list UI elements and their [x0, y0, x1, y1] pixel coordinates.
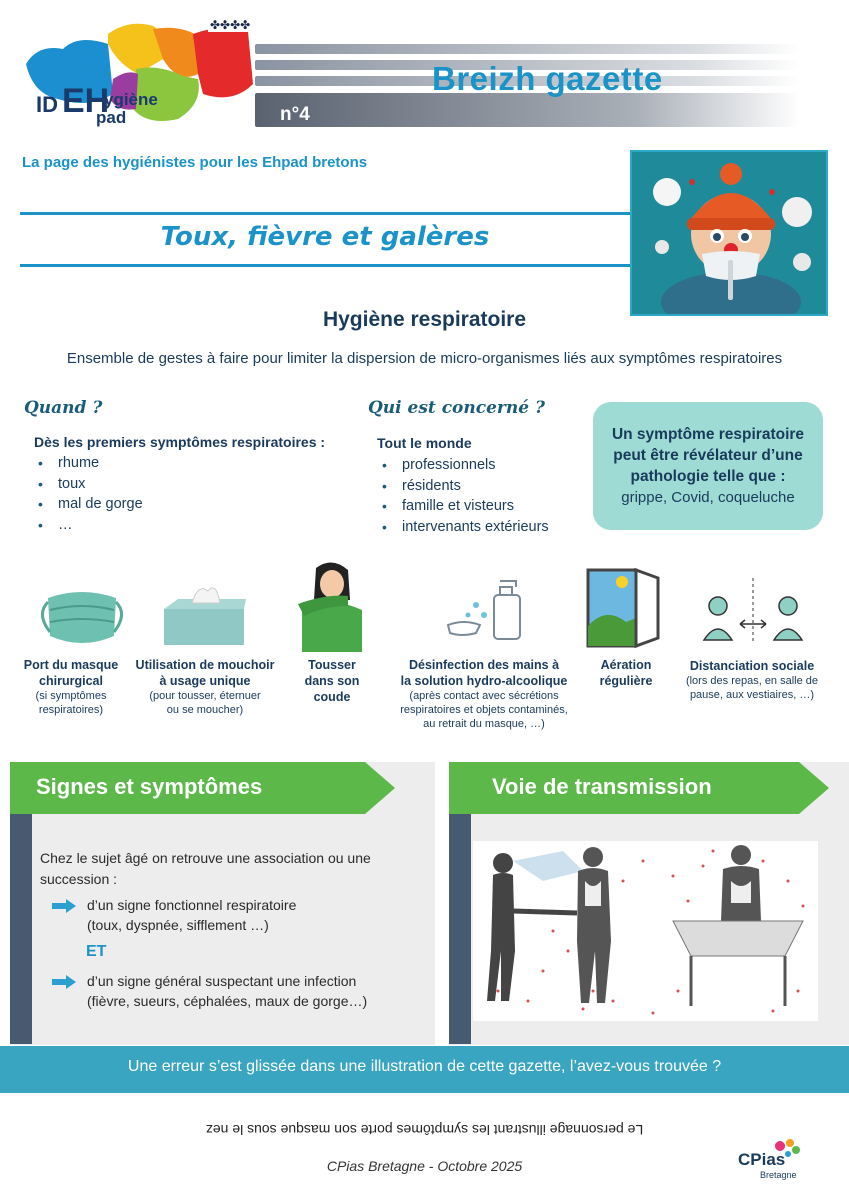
callout-line: peut être révélateur d’une: [613, 447, 803, 464]
gesture-caption-mask: [4, 657, 138, 717]
headline-rule-top: [20, 212, 630, 215]
open-window-icon: [586, 566, 664, 655]
callout-body: grippe, Covid, coqueluche: [621, 489, 795, 506]
cpias-logo-name: CPias: [738, 1150, 786, 1169]
symptom-line: d’un signe général suspectant une infection: [87, 973, 357, 989]
caption-title: dans son: [304, 674, 360, 688]
caption-title: coude: [313, 690, 351, 704]
who-lead: Tout le monde: [377, 435, 472, 451]
transmission-heading: Voie de transmission: [492, 774, 712, 799]
symptom-line: (toux, dyspnée, sifflement …): [87, 917, 269, 933]
caption-note: (lors des repas, en salle de: [685, 675, 819, 687]
idehpad-logo: [18, 14, 263, 134]
list-item: • famille et visteurs: [376, 496, 549, 517]
caption-note: (si symptômes: [35, 690, 107, 702]
gesture-caption-distancing: [672, 658, 832, 702]
cpias-logo-subtitle: Bretagne: [760, 1170, 797, 1180]
list-item: • mal de gorge: [32, 494, 143, 515]
when-list: [32, 453, 143, 535]
list-item: • toux: [32, 474, 143, 495]
when-lead: Dès les premiers symptômes respiratoires :: [34, 434, 326, 450]
arrow-right-icon: [52, 899, 76, 913]
pathology-callout: [593, 402, 823, 530]
caption-title: Aération: [600, 658, 652, 672]
tissue-box-icon: [158, 585, 250, 652]
symptom-line: (fièvre, sueurs, céphalées, maux de gorge…): [87, 993, 368, 1009]
caption-note: pause, aux vestiaires, …): [689, 689, 815, 701]
hand-sanitizer-icon: [446, 575, 526, 648]
gazette-title: Breizh gazette: [432, 60, 663, 97]
caption-title: la solution hydro-alcoolique: [400, 674, 568, 688]
gesture-caption-tissue: [128, 657, 282, 717]
caption-title: Port du masque: [23, 658, 119, 672]
section-title: Hygiène respiratoire: [322, 308, 527, 331]
tagline: La page des hygiénistes pour les Ehpad bretons: [22, 154, 368, 171]
callout-line: Un symptôme respiratoire: [611, 426, 805, 443]
headline-rule-bottom: [20, 264, 630, 267]
list-item: • professionnels: [376, 455, 549, 476]
symptoms-heading: Signes et symptômes: [36, 774, 263, 799]
quiz-answer-upside-down: Le personnage illustrant les symptômes porte son masque sous le nez: [205, 1122, 644, 1138]
caption-note: respiratoires): [38, 704, 104, 716]
caption-title: Tousser: [308, 658, 356, 672]
gesture-caption-hand-hygiene: [384, 657, 584, 731]
callout-title: [593, 424, 823, 487]
caption-note: respiratoires et objets contaminés,: [400, 704, 568, 716]
section-subtitle: Ensemble de gestes à faire pour limiter la dispersion de micro-organismes liés aux symptômes respiratoires: [66, 350, 783, 367]
list-item: • résidents: [376, 476, 549, 497]
caption-title: Désinfection des mains à: [408, 658, 560, 672]
connector-et: ET: [86, 943, 107, 960]
callout-line: pathologie telle que :: [630, 468, 786, 485]
arrow-right-icon: [52, 975, 76, 989]
logo-pad: pad: [96, 108, 127, 127]
list-item: • intervenants extérieurs: [376, 517, 549, 538]
surgical-mask-icon: [36, 588, 128, 655]
issue-number: n°4: [280, 104, 310, 125]
caption-title: à usage unique: [159, 674, 251, 688]
caption-title: Utilisation de mouchoir: [135, 658, 275, 672]
caption-note: au retrait du masque, …): [423, 718, 545, 730]
headline: Toux, fièvre et galères: [160, 222, 490, 252]
symptoms-side-bar: [10, 814, 32, 1044]
logo-id: ID: [36, 92, 58, 117]
social-distancing-icon: [700, 578, 806, 649]
caption-note: (après contact avec sécrétions: [409, 690, 559, 702]
list-item: • rhume: [32, 453, 143, 474]
gesture-caption-ventilation: [580, 657, 672, 689]
caption-note: ou se moucher): [166, 704, 244, 716]
caption-title: régulière: [599, 674, 653, 688]
who-heading: Qui est concerné ?: [368, 398, 545, 418]
when-heading: Quand ?: [24, 398, 103, 418]
who-list: [376, 455, 549, 537]
transmission-side-bar: [449, 814, 471, 1044]
symptom-general: [87, 971, 417, 1011]
caption-title: chirurgical: [39, 674, 103, 688]
sick-character-illustration: [630, 150, 828, 316]
cough-in-elbow-icon: [296, 560, 366, 657]
symptom-line: d’un signe fonctionnel respiratoire: [87, 897, 297, 913]
logo-eh: EH: [62, 82, 110, 120]
caption-title: Distanciation sociale: [689, 659, 815, 673]
logo-ygiene: ygiène: [104, 90, 158, 109]
list-item: • …: [32, 515, 143, 536]
droplet-transmission-illustration: [473, 841, 818, 1021]
symptom-respiratory: [87, 895, 417, 935]
quiz-banner-text: Une erreur s’est glissée dans une illustration de cette gazette, l’avez-vous trouvée ?: [127, 1058, 722, 1075]
svg-text:✤✤✤✤: ✤✤✤✤: [210, 18, 251, 32]
caption-note: (pour tousser, éternuer: [149, 690, 261, 702]
gesture-caption-elbow: [290, 657, 374, 705]
symptoms-intro: Chez le sujet âgé on retrouve une association ou une succession :: [40, 850, 371, 887]
footer-credit: CPias Bretagne - Octobre 2025: [326, 1158, 523, 1174]
